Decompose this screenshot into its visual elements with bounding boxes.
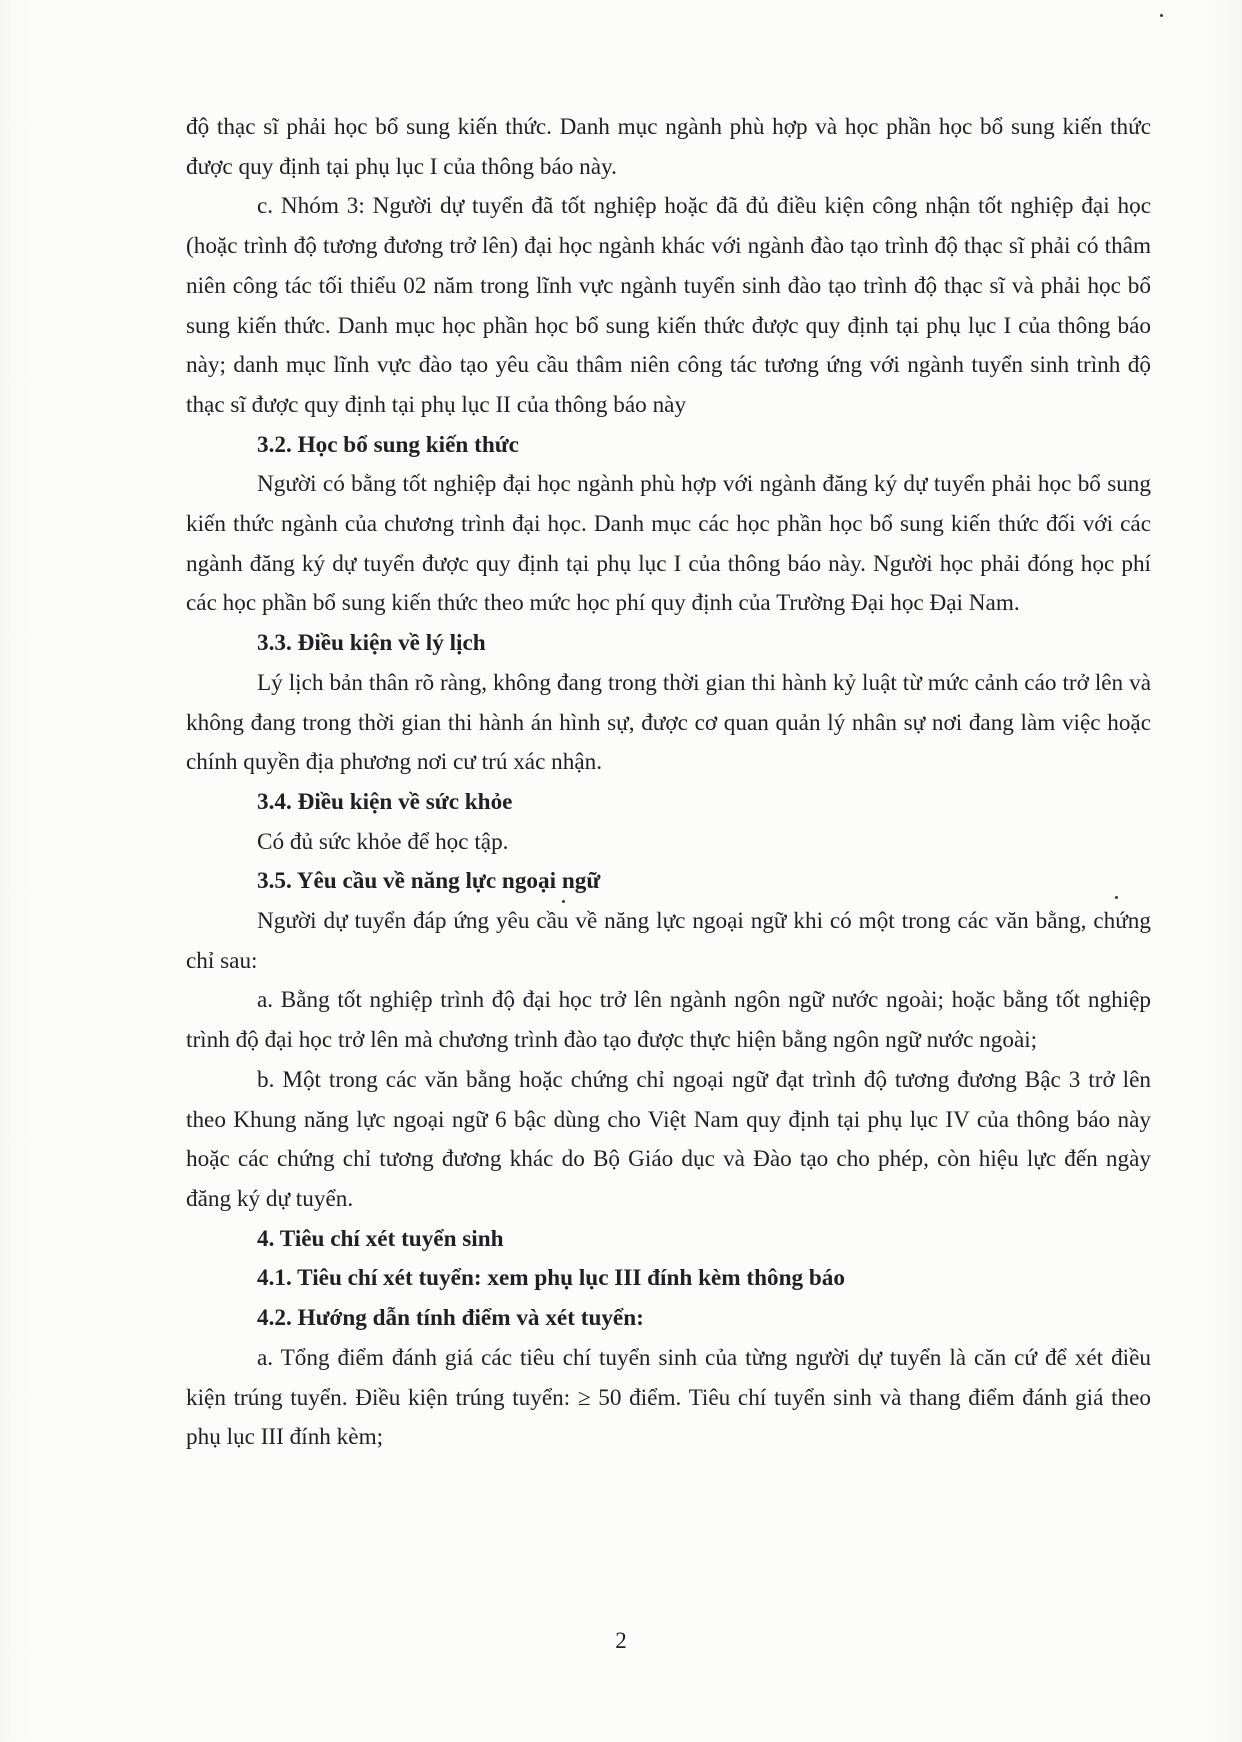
paragraph-supplementary-knowledge: Người có bằng tốt nghiệp đại học ngành phù hợp với ngành đăng ký dự tuyển phải học bổ sung kiến thức ngành của chương trình đại học. Danh mục các học phần học bổ sung kiến thức đối với các ngành đăng ký dự tuyển được quy định tại phụ lục I của thông báo này. Người học phải đóng học phí các học phần bổ sung kiến thức theo mức học phí quy định của Trường Đại học Đại Nam. (186, 471, 1151, 617)
page-number: 2 (615, 1628, 627, 1653)
heading-4: 4. Tiêu chí xét tuyển sinh (257, 1225, 504, 1252)
paragraph-language-a: a. Bằng tốt nghiệp trình độ đại học trở lên ngành ngôn ngữ nước ngoài; hoặc bằng tốt nghiệp trình độ đại học trở lên mà chương trình đào tạo được thực hiện bằng ngôn ngữ nước ngoài; (186, 987, 1151, 1054)
heading-4-1: 4.1. Tiêu chí xét tuyển: xem phụ lục III đính kèm thông báo (257, 1265, 845, 1292)
scan-speck (562, 900, 565, 903)
scan-speck (1160, 14, 1163, 17)
paragraph-group-3: c. Nhóm 3: Người dự tuyển đã tốt nghiệp hoặc đã đủ điều kiện công nhận tốt nghiệp đại học (hoặc trình độ tương đương trở lên) đại học ngành khác với ngành đào tạo trình độ thạc sĩ phải có thâm niên công tác tối thiểu 02 năm trong lĩnh vực ngành tuyển sinh đào tạo trình độ thạc sĩ và phải học bổ sung kiến thức. Danh mục học phần học bổ sung kiến thức được quy định tại phụ lục I của thông báo này; danh mục lĩnh vực đào tạo yêu cầu thâm niên công tác tương ứng với ngành tuyển sinh trình độ thạc sĩ được quy định tại phụ lục II của thông báo này (186, 193, 1151, 418)
heading-4-2: 4.2. Hướng dẫn tính điểm và xét tuyển: (257, 1305, 644, 1332)
paragraph-language-b: b. Một trong các văn bằng hoặc chứng chỉ ngoại ngữ đạt trình độ tương đương Bậc 3 trở lên theo Khung năng lực ngoại ngữ 6 bậc dùng cho Việt Nam quy định tại phụ lục IV của thông báo này hoặc các chứng chỉ tương đương khác do Bộ Giáo dục và Đào tạo cho phép, còn hiệu lực đến ngày đăng ký dự tuyển. (186, 1066, 1151, 1212)
heading-3-2: 3.2. Học bổ sung kiến thức (257, 431, 519, 458)
paragraph-language-intro: Người dự tuyển đáp ứng yêu cầu về năng lực ngoại ngữ khi có một trong các văn bằng, chứng chỉ sau: (186, 908, 1151, 974)
document-body (186, 108, 1151, 1458)
paragraph-continuation: độ thạc sĩ phải học bổ sung kiến thức. Danh mục ngành phù hợp và học phần học bổ sung kiến thức được quy định tại phụ lục I của thông báo này. (186, 114, 1151, 180)
paragraph-scoring-a: a. Tổng điểm đánh giá các tiêu chí tuyển sinh của từng người dự tuyển là căn cứ để xét điều kiện trúng tuyển. Điều kiện trúng tuyển: ≥ 50 điểm. Tiêu chí tuyển sinh và thang điểm đánh giá theo phụ lục III đính kèm; (186, 1344, 1151, 1451)
heading-3-4: 3.4. Điều kiện về sức khỏe (257, 788, 513, 815)
heading-3-5: 3.5. Yêu cầu về năng lực ngoại ngữ (257, 868, 601, 895)
paragraph-background: Lý lịch bản thân rõ ràng, không đang trong thời gian thi hành kỷ luật từ mức cảnh cáo trở lên và không đang trong thời gian thi hành án hình sự, được cơ quan quản lý nhân sự nơi đang làm việc hoặc chính quyền địa phương nơi cư trú xác nhận. (186, 669, 1151, 776)
scan-speck (1115, 896, 1118, 899)
paragraph-health: Có đủ sức khỏe để học tập. (257, 828, 509, 855)
heading-3-3: 3.3. Điều kiện về lý lịch (257, 630, 486, 657)
